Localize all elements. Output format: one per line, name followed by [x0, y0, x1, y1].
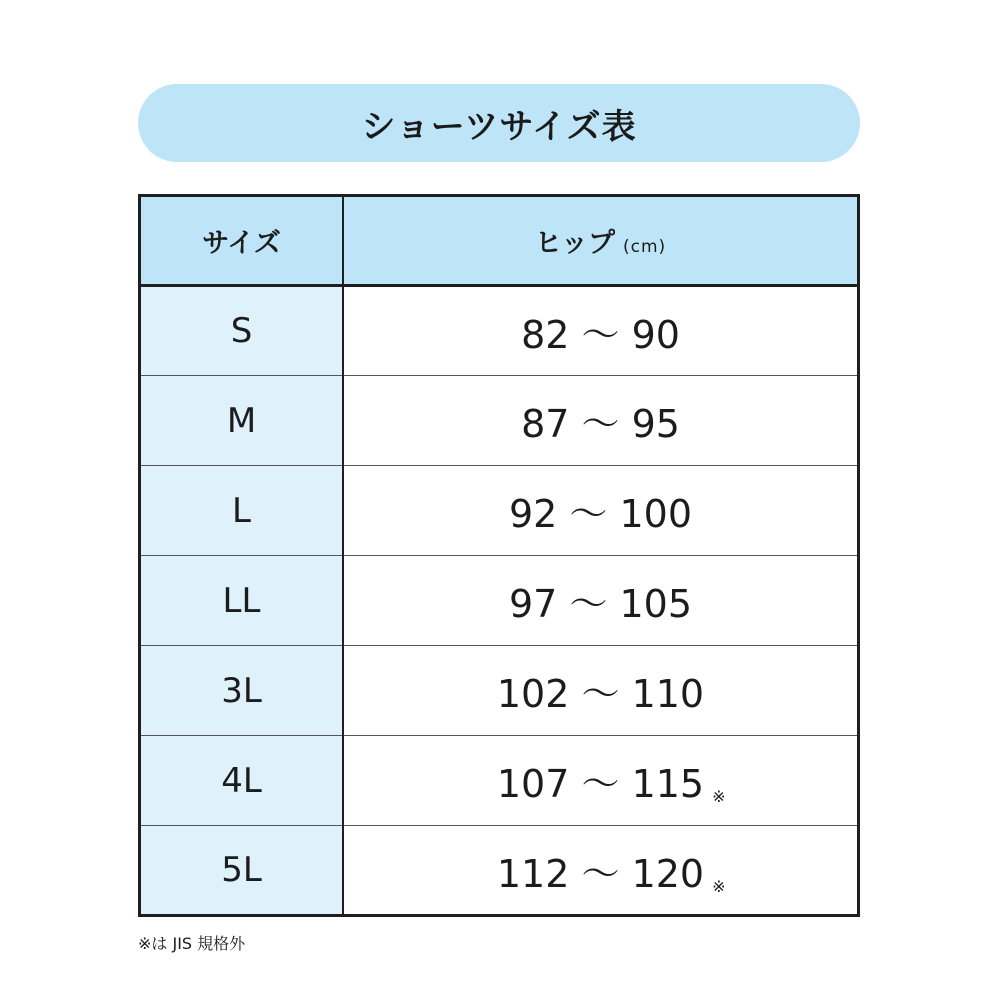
header-size: サイズ [140, 196, 344, 286]
table-row [140, 376, 859, 466]
header-hip [343, 196, 859, 286]
title-banner [138, 84, 860, 162]
hip-range: 107 〜 115 [496, 762, 705, 806]
size-cell: L [140, 466, 344, 556]
page-title: ショーツサイズ表 [361, 106, 637, 147]
hip-range: 92 〜 100 [508, 492, 693, 536]
size-cell: S [140, 286, 344, 376]
table-row [140, 736, 859, 826]
hip-range: 82 〜 90 [521, 312, 680, 357]
hip-cell [343, 466, 859, 556]
note-mark: ※ [712, 876, 726, 896]
note-mark: ※ [712, 787, 726, 806]
hip-cell [343, 736, 859, 826]
hip-cell [343, 646, 859, 736]
table-row [140, 826, 859, 916]
size-cell: 5L [140, 826, 344, 916]
table-row [140, 466, 859, 556]
table-header-row [140, 196, 859, 286]
table-row [140, 556, 859, 646]
table-row [140, 646, 859, 736]
footnote: ※は JIS 規格外 [138, 934, 246, 953]
hip-range: 112 〜 120 [496, 851, 705, 896]
hip-cell [343, 376, 859, 466]
header-hip-label: ヒップ [534, 228, 616, 259]
hip-cell [343, 826, 859, 916]
hip-cell [343, 286, 859, 376]
size-cell: M [140, 376, 344, 466]
table-row [140, 286, 859, 376]
size-cell: 3L [140, 646, 344, 736]
hip-range: 97 〜 105 [508, 582, 693, 626]
hip-range: 102 〜 110 [496, 672, 705, 716]
header-unit: (cm) [623, 237, 667, 257]
size-cell: 4L [140, 736, 344, 826]
size-cell: LL [140, 556, 344, 646]
hip-range: 87 〜 95 [521, 402, 680, 446]
size-table [138, 194, 860, 917]
hip-cell [343, 556, 859, 646]
